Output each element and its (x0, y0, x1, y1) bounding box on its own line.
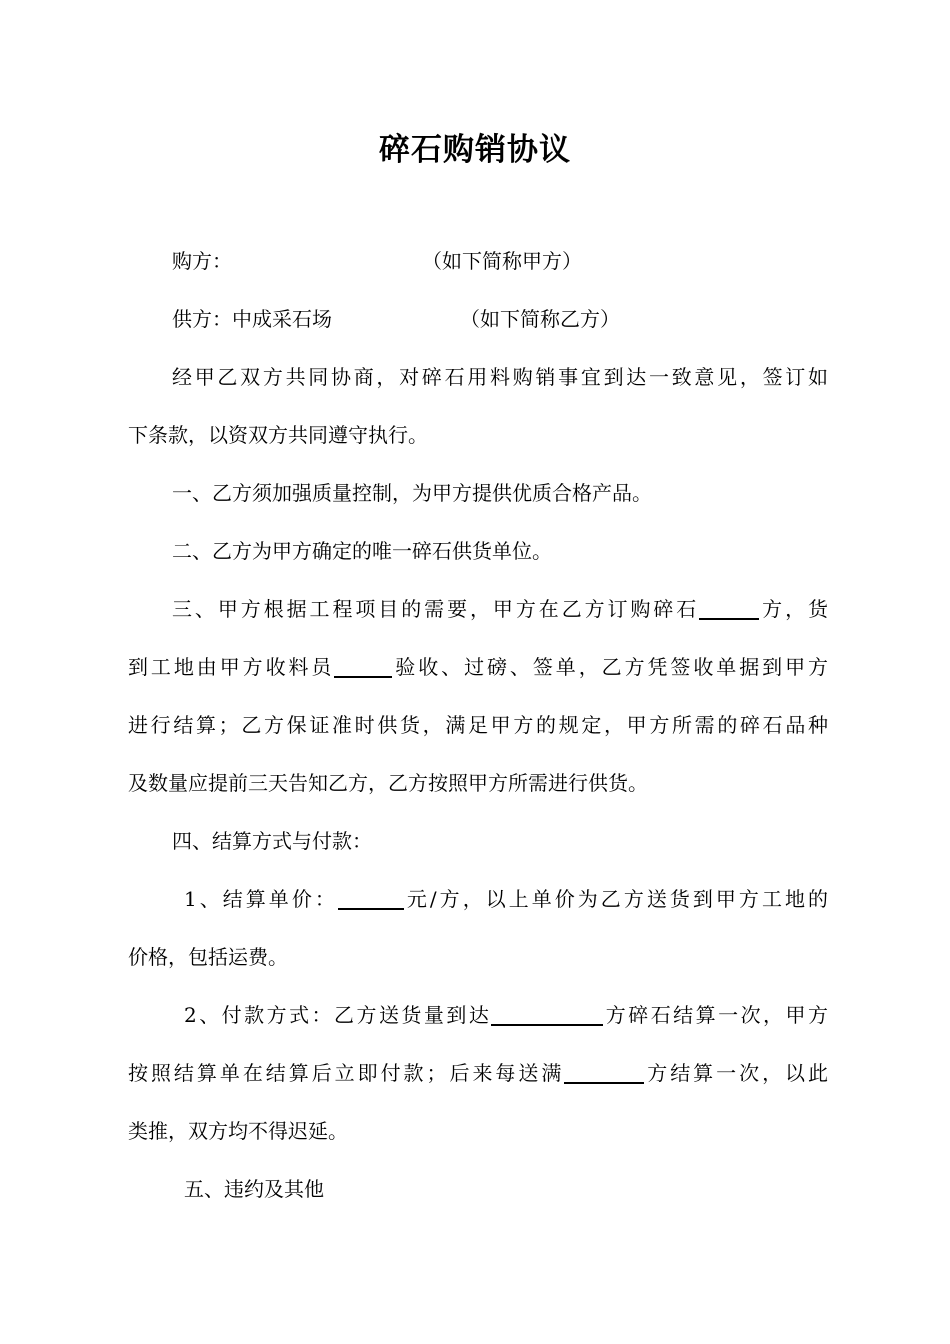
clause-3-line-3: 进行结算；乙方保证准时供货，满足甲方的规定，甲方所需的碎石品种 (128, 713, 828, 737)
receiver-blank (334, 654, 392, 678)
clause-4-2-text-d: 方结算一次，以此 (644, 1061, 829, 1085)
intro-line-2: 下条款，以资双方共同遵守执行。 (128, 423, 428, 447)
buyer-label: 购方： (172, 249, 232, 273)
clause-3-line-1 (128, 580, 828, 638)
unit-price-blank (338, 886, 404, 910)
intro-line-1: 经甲乙双方共同协商，对碎石用料购销事宜到达一致意见，签订如 (172, 365, 828, 389)
clause-4: 四、结算方式与付款： (172, 829, 372, 853)
clause-4-1-line-1 (128, 870, 828, 928)
clause-4-2-line-2 (128, 1044, 828, 1102)
supplier-alias: （如下简称乙方） (460, 307, 620, 331)
clause-4-1-line-2: 价格，包括运费。 (128, 945, 288, 969)
buyer-line (128, 232, 828, 290)
clause-4-2-line-3: 类推，双方均不得迟延。 (128, 1119, 348, 1143)
clause-4-2-line-1 (128, 986, 828, 1044)
clause-4-2-text-a: 2、付款方式：乙方送货量到达 (184, 1003, 492, 1027)
clause-4-1-text-b: 元/方，以上单价为乙方送货到甲方工地的 (403, 887, 828, 911)
clause-4-1-text-a: 1、结算单价： (184, 887, 338, 911)
clause-1: 一、乙方须加强质量控制，为甲方提供优质合格产品。 (172, 481, 652, 505)
document-body (128, 232, 828, 1218)
first-delivery-blank (491, 1002, 603, 1026)
quantity-blank (699, 596, 759, 620)
supplier-label: 供方：中成采石场 (172, 307, 332, 331)
clause-3-text-a: 三、甲方根据工程项目的需要，甲方在乙方订购碎石 (172, 597, 700, 621)
clause-3-line-2 (128, 638, 828, 696)
clause-3-text-c: 到工地由甲方收料员 (128, 655, 335, 679)
clause-5: 五、违约及其他 (184, 1177, 324, 1201)
document-title: 碎石购销协议 (379, 132, 571, 168)
clause-4-2-text-b: 方碎石结算一次，甲方 (603, 1003, 828, 1027)
subsequent-delivery-blank (564, 1060, 644, 1084)
clause-2: 二、乙方为甲方确定的唯一碎石供货单位。 (172, 539, 552, 563)
supplier-line (128, 290, 828, 348)
clause-3-line-4: 及数量应提前三天告知乙方，乙方按照甲方所需进行供货。 (128, 771, 648, 795)
clause-3-text-d: 验收、过磅、签单，乙方凭签收单据到甲方 (392, 655, 829, 679)
clause-3-text-b: 方，货 (759, 597, 829, 621)
clause-4-2-text-c: 按照结算单在结算后立即付款；后来每送满 (128, 1061, 565, 1085)
buyer-alias: （如下简称甲方） (422, 249, 582, 273)
